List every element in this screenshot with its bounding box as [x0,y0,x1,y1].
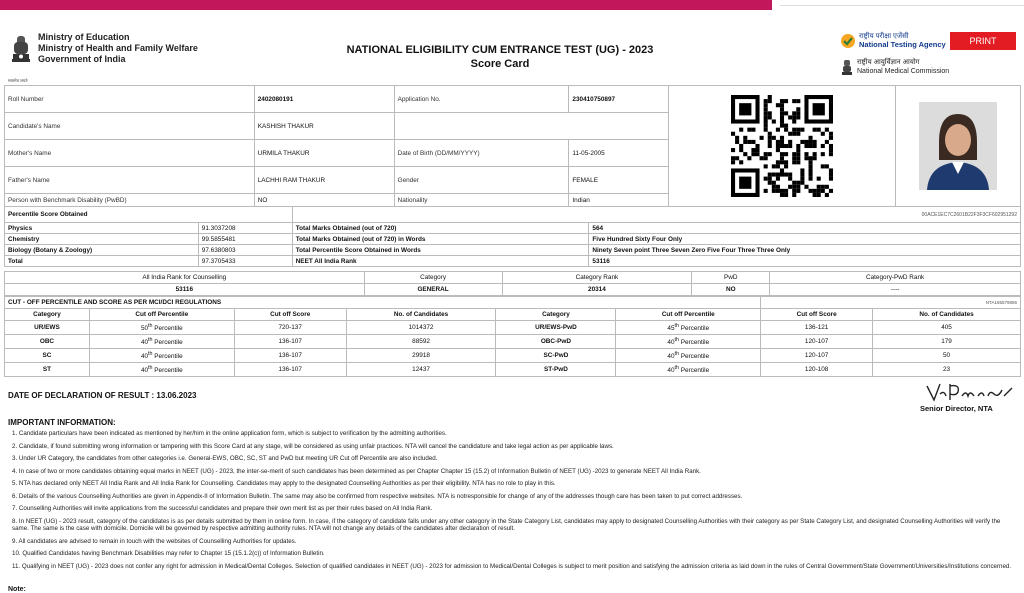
physics-percentile: 91.3037208 [198,223,292,234]
info-item: 9. All candidates are advised to remain in touch with the websites of Counselling Authorities for updates. [12,537,297,545]
cutoff-percentile: 40th Percentile [89,335,234,349]
cutoff-category-pwd: UR/EWS-PwD [496,321,616,335]
cutoff-category-pwd: SC-PwD [496,349,616,363]
cutoff-percentile-pwd: 45th Percentile [616,321,761,335]
cutoff-percentile-pwd: 40th Percentile [616,349,761,363]
percentile-score-table [4,206,1021,267]
declaration-date: DATE OF DECLARATION OF RESULT : 13.06.2023 [8,391,197,400]
score-row [5,256,1021,267]
cutoff-code: NTA1655798​56 [761,297,1021,309]
category-rank-value: 20314 [502,284,692,296]
top-divider [780,5,1024,6]
cutoff-score-pwd: 120-108 [761,363,873,377]
cutoff-row [5,349,1021,363]
air-counselling-label: All India Rank for Counselling [5,272,365,284]
candidate-photo [919,102,997,190]
cutoff-candidates-pwd: 405 [873,321,1021,335]
cutoff-percentile: 40th Percentile [89,349,234,363]
info-item: 2. Candidate, if found submitting wrong information or tampering with this Score Card at any stage, will be considered as using unfair practices. NTA will cancel the candidature and take legal action as per applicable laws. [12,442,614,450]
cutoff-header-score-pwd: Cut off Score [761,309,873,321]
gov-line-goi: Government of India [38,54,126,64]
info-item: 1. Candidate particulars have been indicated as mentioned by her/him in the online application form, which is subject to verification by the admitting authorities. [12,430,447,437]
percentile-score-header: Percentile Score Obtained [5,207,293,223]
cutoff-percentile-pwd: 40th Percentile [616,335,761,349]
page-title [300,43,700,71]
air-value: 53116 [589,256,1021,267]
cutoff-header-percentile-pwd: Cut off Percentile [616,309,761,321]
cutoff-header-percentile: Cut off Percentile [89,309,234,321]
top-color-bar [0,0,772,10]
chemistry-percentile: 99.5855481 [198,234,292,245]
total-marks-value: 564 [589,223,1021,234]
roll-number-value: 2402080191 [254,86,394,113]
cutoff-percentile-pwd: 40th Percentile [616,363,761,377]
cutoff-header-candidates-pwd: No. of Candidates [873,309,1021,321]
info-item: 8. In NEET (UG) - 2023 result, category of the candidates is as per details submitted by them in online form. In case, if the category of candidate falls under any other category in the State Category List, candidates may apply to designated Counselling Authorities with their category as per State Category List, and designated Counselling Authorities will verify the same. The same is the case with domicile. Domicile will be governed by respective admitting authority rules. NTA will not change any details of the candidates after declaration of result. [12,517,1001,532]
cutoff-header-category-pwd: Category [496,309,616,321]
emblem-caption: सत्यमेव जयते [8,78,28,83]
info-item: 11. Qualifying in NEET (UG) - 2023 does not confer any right for admission in Medical/Dental Colleges. Selection of qualified candidates in NEET (UG) - 2023 for admission to Medical/Dental Colleges is subject to merit position and satisfying the admission criteria as laid down in the rules of Central Government/State Government/Universities/Institutions concerned. [12,562,1012,570]
mother-name-value: URMILA THAKUR [254,140,394,167]
government-block [8,32,198,78]
cutoff-header-category: Category [5,309,90,321]
cutoff-percentile: 50th Percentile [89,321,234,335]
father-name-value: LACHHI RAM THAKUR [254,167,394,194]
cutoff-score: 136-107 [234,363,346,377]
cutoff-score-pwd: 120-107 [761,335,873,349]
subject-physics: Physics [5,223,199,234]
cutoff-row [5,335,1021,349]
cutoff-category-pwd: OBC-PwD [496,335,616,349]
cutoff-candidates-pwd: 179 [873,335,1021,349]
cutoff-score-pwd: 136-121 [761,321,873,335]
candidate-details-table [4,85,1021,207]
cutoff-candidates: 88592 [346,335,496,349]
signature [924,380,1016,404]
category-pwd-rank-value: ---- [770,284,1021,296]
gov-line-education: Ministry of Education [38,32,130,42]
total-marks-label: Total Marks Obtained (out of 720) [292,223,589,234]
qr-code-icon [731,95,833,197]
application-no-value: 230410750897 [569,86,669,113]
cutoff-header-row [5,309,1021,321]
nmc-emblem-icon [840,58,854,76]
total-marks-words-value: Five Hundred Sixty Four Only [589,234,1021,245]
subject-chemistry: Chemistry [5,234,199,245]
candidate-name-label: Candidate's Name [5,113,255,140]
cutoff-percentile: 40th Percentile [89,363,234,377]
important-info-list [12,430,1012,575]
cutoff-category-pwd: ST-PwD [496,363,616,377]
father-name-label: Father's Name [5,167,255,194]
total-marks-words-label: Total Marks Obtained (out of 720) in Words [292,234,589,245]
category-label: Category [364,272,502,284]
info-item: 3. Under UR Category, the candidates from other categories i.e. General-EWS, OBC, SC, ST and PwD but meeting UR Cut off Percentile are also included. [12,455,438,462]
cutoff-score-pwd: 120-107 [761,349,873,363]
candidate-name-value: KASHISH THAKUR [254,113,394,140]
nmc-logo [840,58,949,76]
info-item: 7. Counselling Authorities will invite applications from the successful candidates and prepare their own merit list as per their rules based on All India Rank. [12,505,433,512]
dob-value: 11-05-2005 [569,140,669,167]
rank-table [4,271,1021,296]
nmc-english-name: National Medical Commission [857,68,950,75]
important-info-title: IMPORTANT INFORMATION: [8,418,116,427]
score-card-subtitle: Score Card [470,58,530,70]
print-button[interactable]: PRINT [950,32,1016,50]
signer-title: Senior Director, NTA [920,404,993,413]
nationality-value: Indian [569,194,669,207]
total-percentile: 97.3705433 [198,256,292,267]
dob-label: Date of Birth (DD/MM/YYYY) [394,140,569,167]
government-names [38,32,198,65]
nta-english-name: National Testing Agency [859,40,946,49]
cutoff-header-score: Cut off Score [234,309,346,321]
cutoff-category: ST [5,363,90,377]
cutoff-table [4,296,1021,377]
info-item: 10. Qualified Candidates having Benchmark Disabilities may refer to Chapter 15 (15.1.2(c)) of Information Bulletin. [12,550,325,557]
cutoff-title: CUT - OFF PERCENTILE AND SCORE AS PER MCI/DCI REGULATIONS [5,297,761,309]
percentile-words-label: Total Percentile Score Obtained in Words [292,245,589,256]
cutoff-row [5,363,1021,377]
score-row [5,234,1021,245]
score-row [5,223,1021,234]
application-no-label: Application No. [394,86,569,113]
exam-title: NATIONAL ELIGIBILITY CUM ENTRANCE TEST (UG) - 2023 [346,44,654,56]
air-label: NEET All India Rank [292,256,589,267]
nta-check-icon [840,33,856,49]
subject-total: Total [5,256,199,267]
note-label: Note: [8,586,26,593]
score-row [5,245,1021,256]
subject-biology: Biology (Botany & Zoology) [5,245,199,256]
gender-value: FEMALE [569,167,669,194]
gender-label: Gender [394,167,569,194]
cutoff-header-candidates: No. of Candidates [346,309,496,321]
info-item: 4. In case of two or more candidates obtaining equal marks in NEET (UG) - 2023, the inter-se-merit of such candidates has been determined as per Chapter Chapter 15 (15.2) of Information Bulletin of NEET (UG) -2023 to generate NEET All India Rank. [12,467,701,475]
score-card-hash: 00ACE1EC7C2601B22F3F3CF602951292 [292,207,1020,223]
info-item: 6. Details of the various Counselling Authorities are given in Appendix-II of Information Bulletin. The same may also be confirmed from respective websites. NTA is notresponsible for change of any of the addresses though care has been taken to put correct addresses. [12,492,743,500]
category-value: GENERAL [364,284,502,296]
air-counselling-value: 53116 [5,284,365,296]
cutoff-candidates: 1014372 [346,321,496,335]
category-rank-label: Category Rank [502,272,692,284]
percentile-words-value: Ninety Seven point Three Seven Zero Five Four Three Three Only [589,245,1021,256]
nmc-hindi-name: राष्ट्रीय आयुर्विज्ञान आयोग [857,59,920,66]
photo-cell [896,86,1021,207]
gov-line-health: Ministry of Health and Family Welfare [38,43,198,53]
cutoff-candidates: 29918 [346,349,496,363]
cutoff-candidates-pwd: 23 [873,363,1021,377]
roll-number-label: Roll Number [5,86,255,113]
category-pwd-rank-label: Category-PwD Rank [770,272,1021,284]
nta-hindi-name: राष्ट्रीय परीक्षा एजेंसी [859,33,909,40]
pwbd-label: Person with Benchmark Disability (PwBD) [5,194,255,207]
pwd-value: NO [692,284,770,296]
cutoff-score: 720-137 [234,321,346,335]
mother-name-label: Mother's Name [5,140,255,167]
pwbd-value: NO [254,194,394,207]
cutoff-row [5,321,1021,335]
biology-percentile: 97.6380803 [198,245,292,256]
cutoff-category: UR/EWS [5,321,90,335]
nationality-label: Nationality [394,194,569,207]
qr-code-cell [669,86,896,207]
info-item: 5. NTA has declared only NEET All India Rank and All India Rank for Counselling. Candidates may apply to the designated Counselling Authorities as per their eligibility. NTA has no role to play in this. [12,480,556,487]
cutoff-score: 136-107 [234,349,346,363]
cutoff-candidates: 12437 [346,363,496,377]
cutoff-category: OBC [5,335,90,349]
pwd-label: PwD [692,272,770,284]
cutoff-category: SC [5,349,90,363]
cutoff-score: 136-107 [234,335,346,349]
cutoff-candidates-pwd: 50 [873,349,1021,363]
national-emblem-icon [8,32,34,78]
nta-logo [840,33,946,50]
